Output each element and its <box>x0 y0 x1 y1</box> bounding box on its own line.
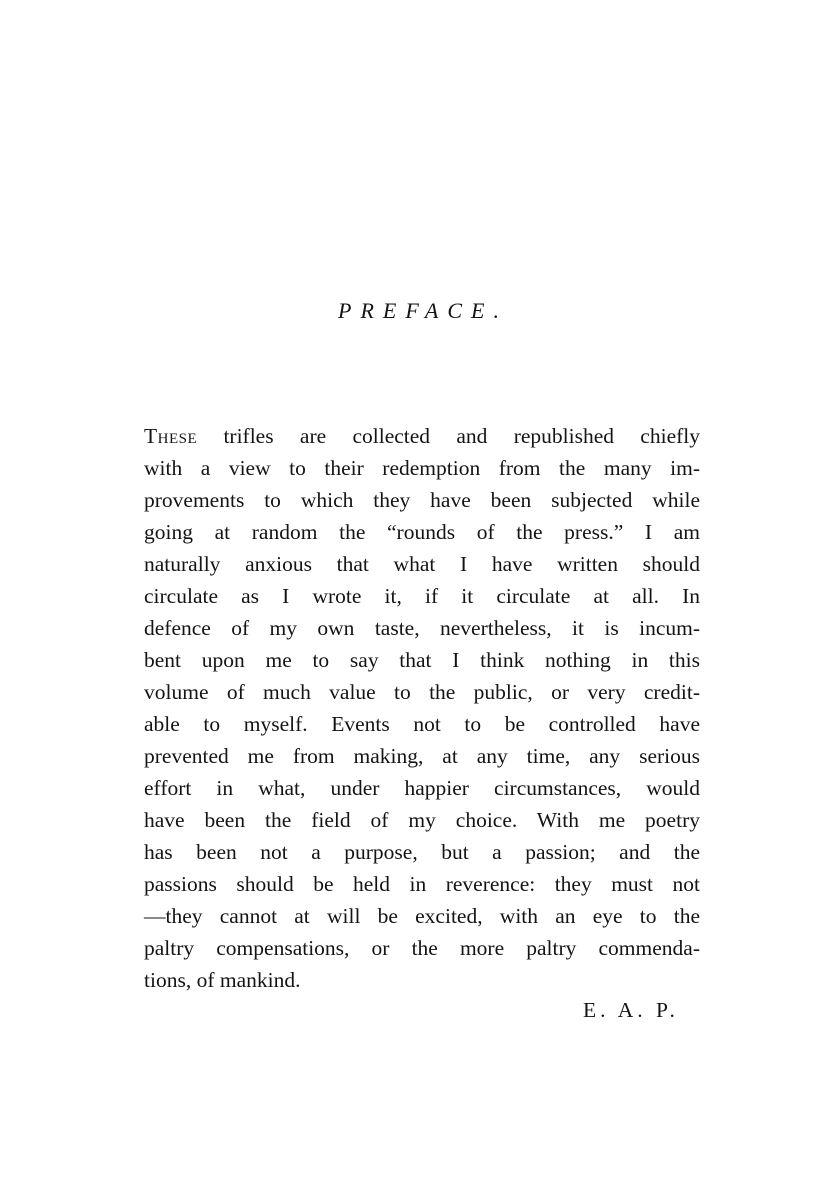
text-line: paltry compensations, or the more paltry commenda- <box>144 936 700 960</box>
text-line: with a view to their redemption from the many im- <box>144 456 700 480</box>
text-line: going at random the “rounds of the press.” I am <box>144 520 700 544</box>
text-line: naturally anxious that what I have written should <box>144 552 700 576</box>
text-line: effort in what, under happier circumstances, would <box>144 776 700 800</box>
author-initials: E. A. P. <box>583 998 679 1022</box>
text-line: These trifles are collected and republished chiefly <box>144 424 700 448</box>
text-line: tions, of mankind. <box>144 968 301 992</box>
lead-word: These <box>144 424 198 448</box>
preface-text <box>144 420 700 996</box>
text-line: provements to which they have been subjected while <box>144 488 700 512</box>
text-line: has been not a purpose, but a passion; and the <box>144 840 700 864</box>
text-line: volume of much value to the public, or very credit- <box>144 680 700 704</box>
text-line: able to myself. Events not to be controlled have <box>144 712 700 736</box>
text-line: bent upon me to say that I think nothing in this <box>144 648 700 672</box>
text-line: defence of my own taste, nevertheless, it is incum- <box>144 616 700 640</box>
text-line: circulate as I wrote it, if it circulate at all. In <box>144 584 700 608</box>
text-line: passions should be held in reverence: they must not <box>144 872 700 896</box>
page-title: PREFACE. <box>338 298 508 323</box>
text-line: prevented me from making, at any time, any serious <box>144 744 700 768</box>
text-line: have been the field of my choice. With me poetry <box>144 808 700 832</box>
text-line: —they cannot at will be excited, with an eye to the <box>144 904 700 928</box>
